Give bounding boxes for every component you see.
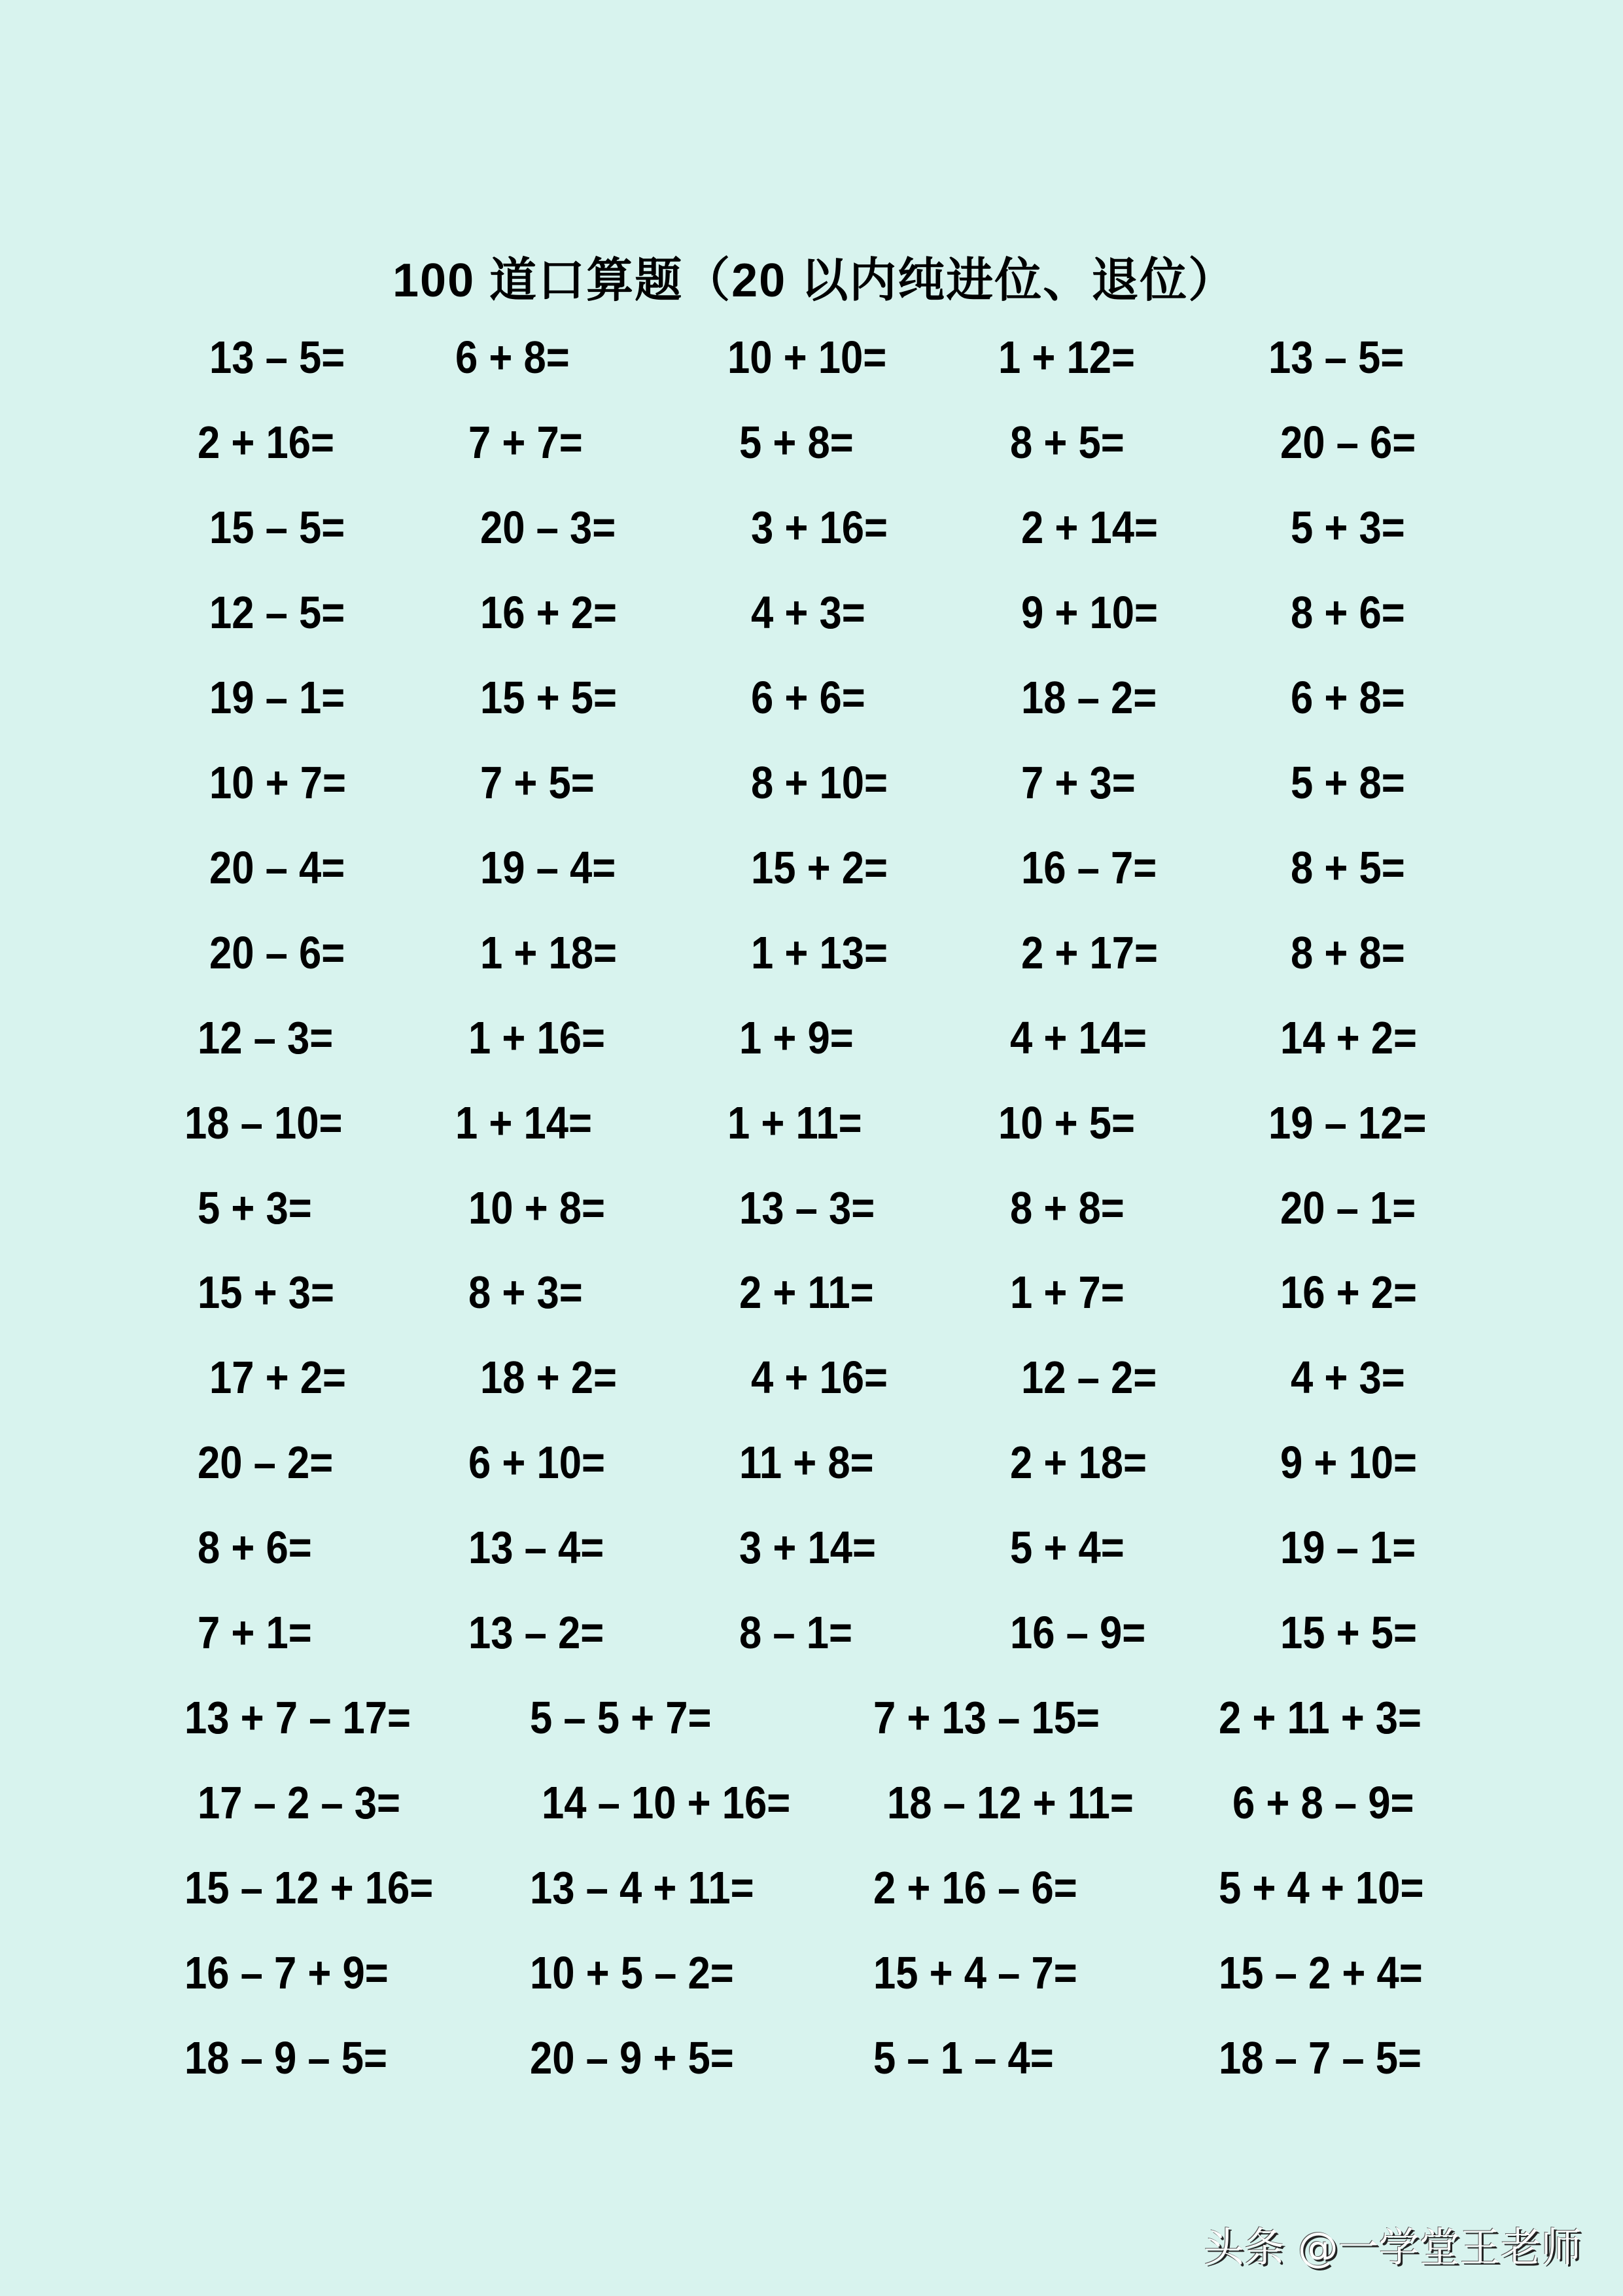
problem-row — [0, 325, 1623, 390]
problem-row — [0, 1175, 1623, 1241]
math-problem: 5 + 4 + 10= — [1219, 1862, 1424, 1913]
math-problem: 13 – 4 + 11= — [530, 1862, 754, 1913]
math-problem: 5 + 8= — [1291, 757, 1405, 808]
problem-row — [0, 1430, 1623, 1495]
math-problem: 6 + 8= — [1291, 672, 1405, 723]
math-problem: 1 + 18= — [480, 927, 617, 978]
problem-row — [0, 1345, 1623, 1410]
math-problem: 3 + 16= — [751, 502, 888, 553]
math-problem: 15 – 5= — [209, 502, 345, 553]
math-problem: 2 + 18= — [1010, 1437, 1147, 1488]
math-problem: 20 – 3= — [480, 502, 616, 553]
problem-row — [0, 2025, 1623, 2091]
math-problem: 15 + 5= — [1280, 1607, 1417, 1658]
math-problem: 5 – 1 – 4= — [873, 2032, 1054, 2083]
math-problem: 2 + 16 – 6= — [873, 1862, 1077, 1913]
problem-row — [0, 920, 1623, 985]
math-problem: 4 + 16= — [751, 1352, 888, 1403]
math-problem: 7 + 7= — [468, 417, 583, 468]
math-problem: 14 + 2= — [1280, 1012, 1417, 1063]
math-problem: 5 – 5 + 7= — [530, 1692, 712, 1743]
math-problem: 1 + 9= — [739, 1012, 854, 1063]
problem-row — [0, 1005, 1623, 1070]
math-problem: 19 – 1= — [209, 672, 345, 723]
math-problem: 13 + 7 – 17= — [184, 1692, 411, 1743]
page-title: 100 道口算题（20 以内纯进位、退位） — [393, 255, 1237, 307]
problem-row — [0, 495, 1623, 560]
problem-row — [0, 1515, 1623, 1580]
math-problem: 5 + 3= — [1291, 502, 1405, 553]
math-problem: 16 – 7 + 9= — [184, 1947, 389, 1998]
math-problem: 15 + 3= — [198, 1267, 334, 1318]
math-problem: 10 + 5= — [998, 1097, 1135, 1148]
math-problem: 6 + 6= — [751, 672, 865, 723]
math-problem: 13 – 3= — [739, 1182, 875, 1233]
math-problem: 8 + 6= — [198, 1522, 312, 1573]
math-problem: 16 + 2= — [480, 587, 617, 638]
math-problem: 15 + 4 – 7= — [873, 1947, 1077, 1998]
math-problem: 13 – 5= — [1268, 332, 1405, 383]
problem-row — [0, 665, 1623, 730]
math-problem: 20 – 2= — [198, 1437, 334, 1488]
problem-row — [0, 1260, 1623, 1325]
math-problem: 12 – 5= — [209, 587, 345, 638]
math-problem: 12 – 3= — [198, 1012, 334, 1063]
math-problem: 20 – 6= — [209, 927, 345, 978]
math-problem: 1 + 14= — [455, 1097, 592, 1148]
math-problem: 7 + 13 – 15= — [873, 1692, 1100, 1743]
math-problem: 18 – 9 – 5= — [184, 2032, 387, 2083]
math-problem: 7 + 3= — [1021, 757, 1136, 808]
math-problem: 2 + 14= — [1021, 502, 1158, 553]
math-problem: 9 + 10= — [1021, 587, 1158, 638]
math-problem: 19 – 12= — [1268, 1097, 1427, 1148]
math-problem: 18 – 12 + 11= — [887, 1777, 1134, 1828]
math-problem: 1 + 13= — [751, 927, 888, 978]
problem-row — [0, 835, 1623, 900]
math-problem: 18 – 2= — [1021, 672, 1157, 723]
watermark: 头条 @一学堂王老师 — [1204, 2223, 1582, 2271]
math-problem: 2 + 11= — [739, 1267, 874, 1318]
math-problem: 6 + 8= — [455, 332, 570, 383]
math-problem: 20 – 1= — [1280, 1182, 1416, 1233]
math-problem: 3 + 14= — [739, 1522, 876, 1573]
math-problem: 10 + 10= — [727, 332, 887, 383]
math-problem: 20 – 4= — [209, 842, 345, 893]
math-problem: 10 + 5 – 2= — [530, 1947, 734, 1998]
math-problem: 13 – 4= — [468, 1522, 604, 1573]
problem-row — [0, 580, 1623, 645]
math-problem: 12 – 2= — [1021, 1352, 1157, 1403]
math-problem: 19 – 1= — [1280, 1522, 1416, 1573]
math-problem: 8 + 8= — [1291, 927, 1405, 978]
math-problem: 18 – 10= — [184, 1097, 343, 1148]
math-problem: 8 + 6= — [1291, 587, 1405, 638]
math-problem: 2 + 16= — [198, 417, 334, 468]
math-problem: 1 + 7= — [1010, 1267, 1125, 1318]
math-problem: 18 – 7 – 5= — [1219, 2032, 1422, 2083]
problem-row — [0, 1685, 1623, 1750]
math-problem: 10 + 8= — [468, 1182, 605, 1233]
math-problem: 1 + 11= — [727, 1097, 862, 1148]
math-problem: 11 + 8= — [739, 1437, 874, 1488]
math-problem: 7 + 5= — [480, 757, 595, 808]
math-problem: 8 + 5= — [1010, 417, 1125, 468]
math-problem: 16 + 2= — [1280, 1267, 1417, 1318]
math-problem: 13 – 2= — [468, 1607, 604, 1658]
math-problem: 5 + 4= — [1010, 1522, 1125, 1573]
problem-row — [0, 1940, 1623, 2005]
problem-row — [0, 1855, 1623, 1920]
math-problem: 8 + 8= — [1010, 1182, 1125, 1233]
math-problem: 14 – 10 + 16= — [542, 1777, 791, 1828]
math-problem: 1 + 12= — [998, 332, 1135, 383]
math-problem: 8 + 5= — [1291, 842, 1405, 893]
math-problem: 2 + 17= — [1021, 927, 1158, 978]
math-problem: 9 + 10= — [1280, 1437, 1417, 1488]
math-problem: 7 + 1= — [198, 1607, 312, 1658]
math-problem: 4 + 14= — [1010, 1012, 1147, 1063]
math-problem: 15 + 2= — [751, 842, 888, 893]
problem-row — [0, 750, 1623, 815]
math-problem: 4 + 3= — [1291, 1352, 1405, 1403]
math-problem: 20 – 9 + 5= — [530, 2032, 734, 2083]
math-problem: 8 – 1= — [739, 1607, 852, 1658]
problem-row — [0, 410, 1623, 475]
math-problem: 8 + 3= — [468, 1267, 583, 1318]
math-problem: 15 + 5= — [480, 672, 617, 723]
math-problem: 16 – 9= — [1010, 1607, 1146, 1658]
math-problem: 17 – 2 – 3= — [198, 1777, 400, 1828]
math-problem: 6 + 10= — [468, 1437, 605, 1488]
math-problem: 17 + 2= — [209, 1352, 346, 1403]
math-problem: 13 – 5= — [209, 332, 345, 383]
problem-row — [0, 1600, 1623, 1665]
math-problem: 6 + 8 – 9= — [1232, 1777, 1414, 1828]
math-problem: 4 + 3= — [751, 587, 865, 638]
math-problem: 10 + 7= — [209, 757, 346, 808]
math-problem: 19 – 4= — [480, 842, 616, 893]
math-problem: 16 – 7= — [1021, 842, 1157, 893]
math-problem: 5 + 8= — [739, 417, 854, 468]
math-problem: 5 + 3= — [198, 1182, 312, 1233]
problem-row — [0, 1090, 1623, 1156]
math-problem: 15 – 12 + 16= — [184, 1862, 434, 1913]
math-problem: 18 + 2= — [480, 1352, 617, 1403]
math-problem: 15 – 2 + 4= — [1219, 1947, 1423, 1998]
math-problem: 20 – 6= — [1280, 417, 1416, 468]
math-problem: 8 + 10= — [751, 757, 888, 808]
problem-row — [0, 1770, 1623, 1835]
math-problem: 2 + 11 + 3= — [1219, 1692, 1422, 1743]
math-problem: 1 + 16= — [468, 1012, 605, 1063]
